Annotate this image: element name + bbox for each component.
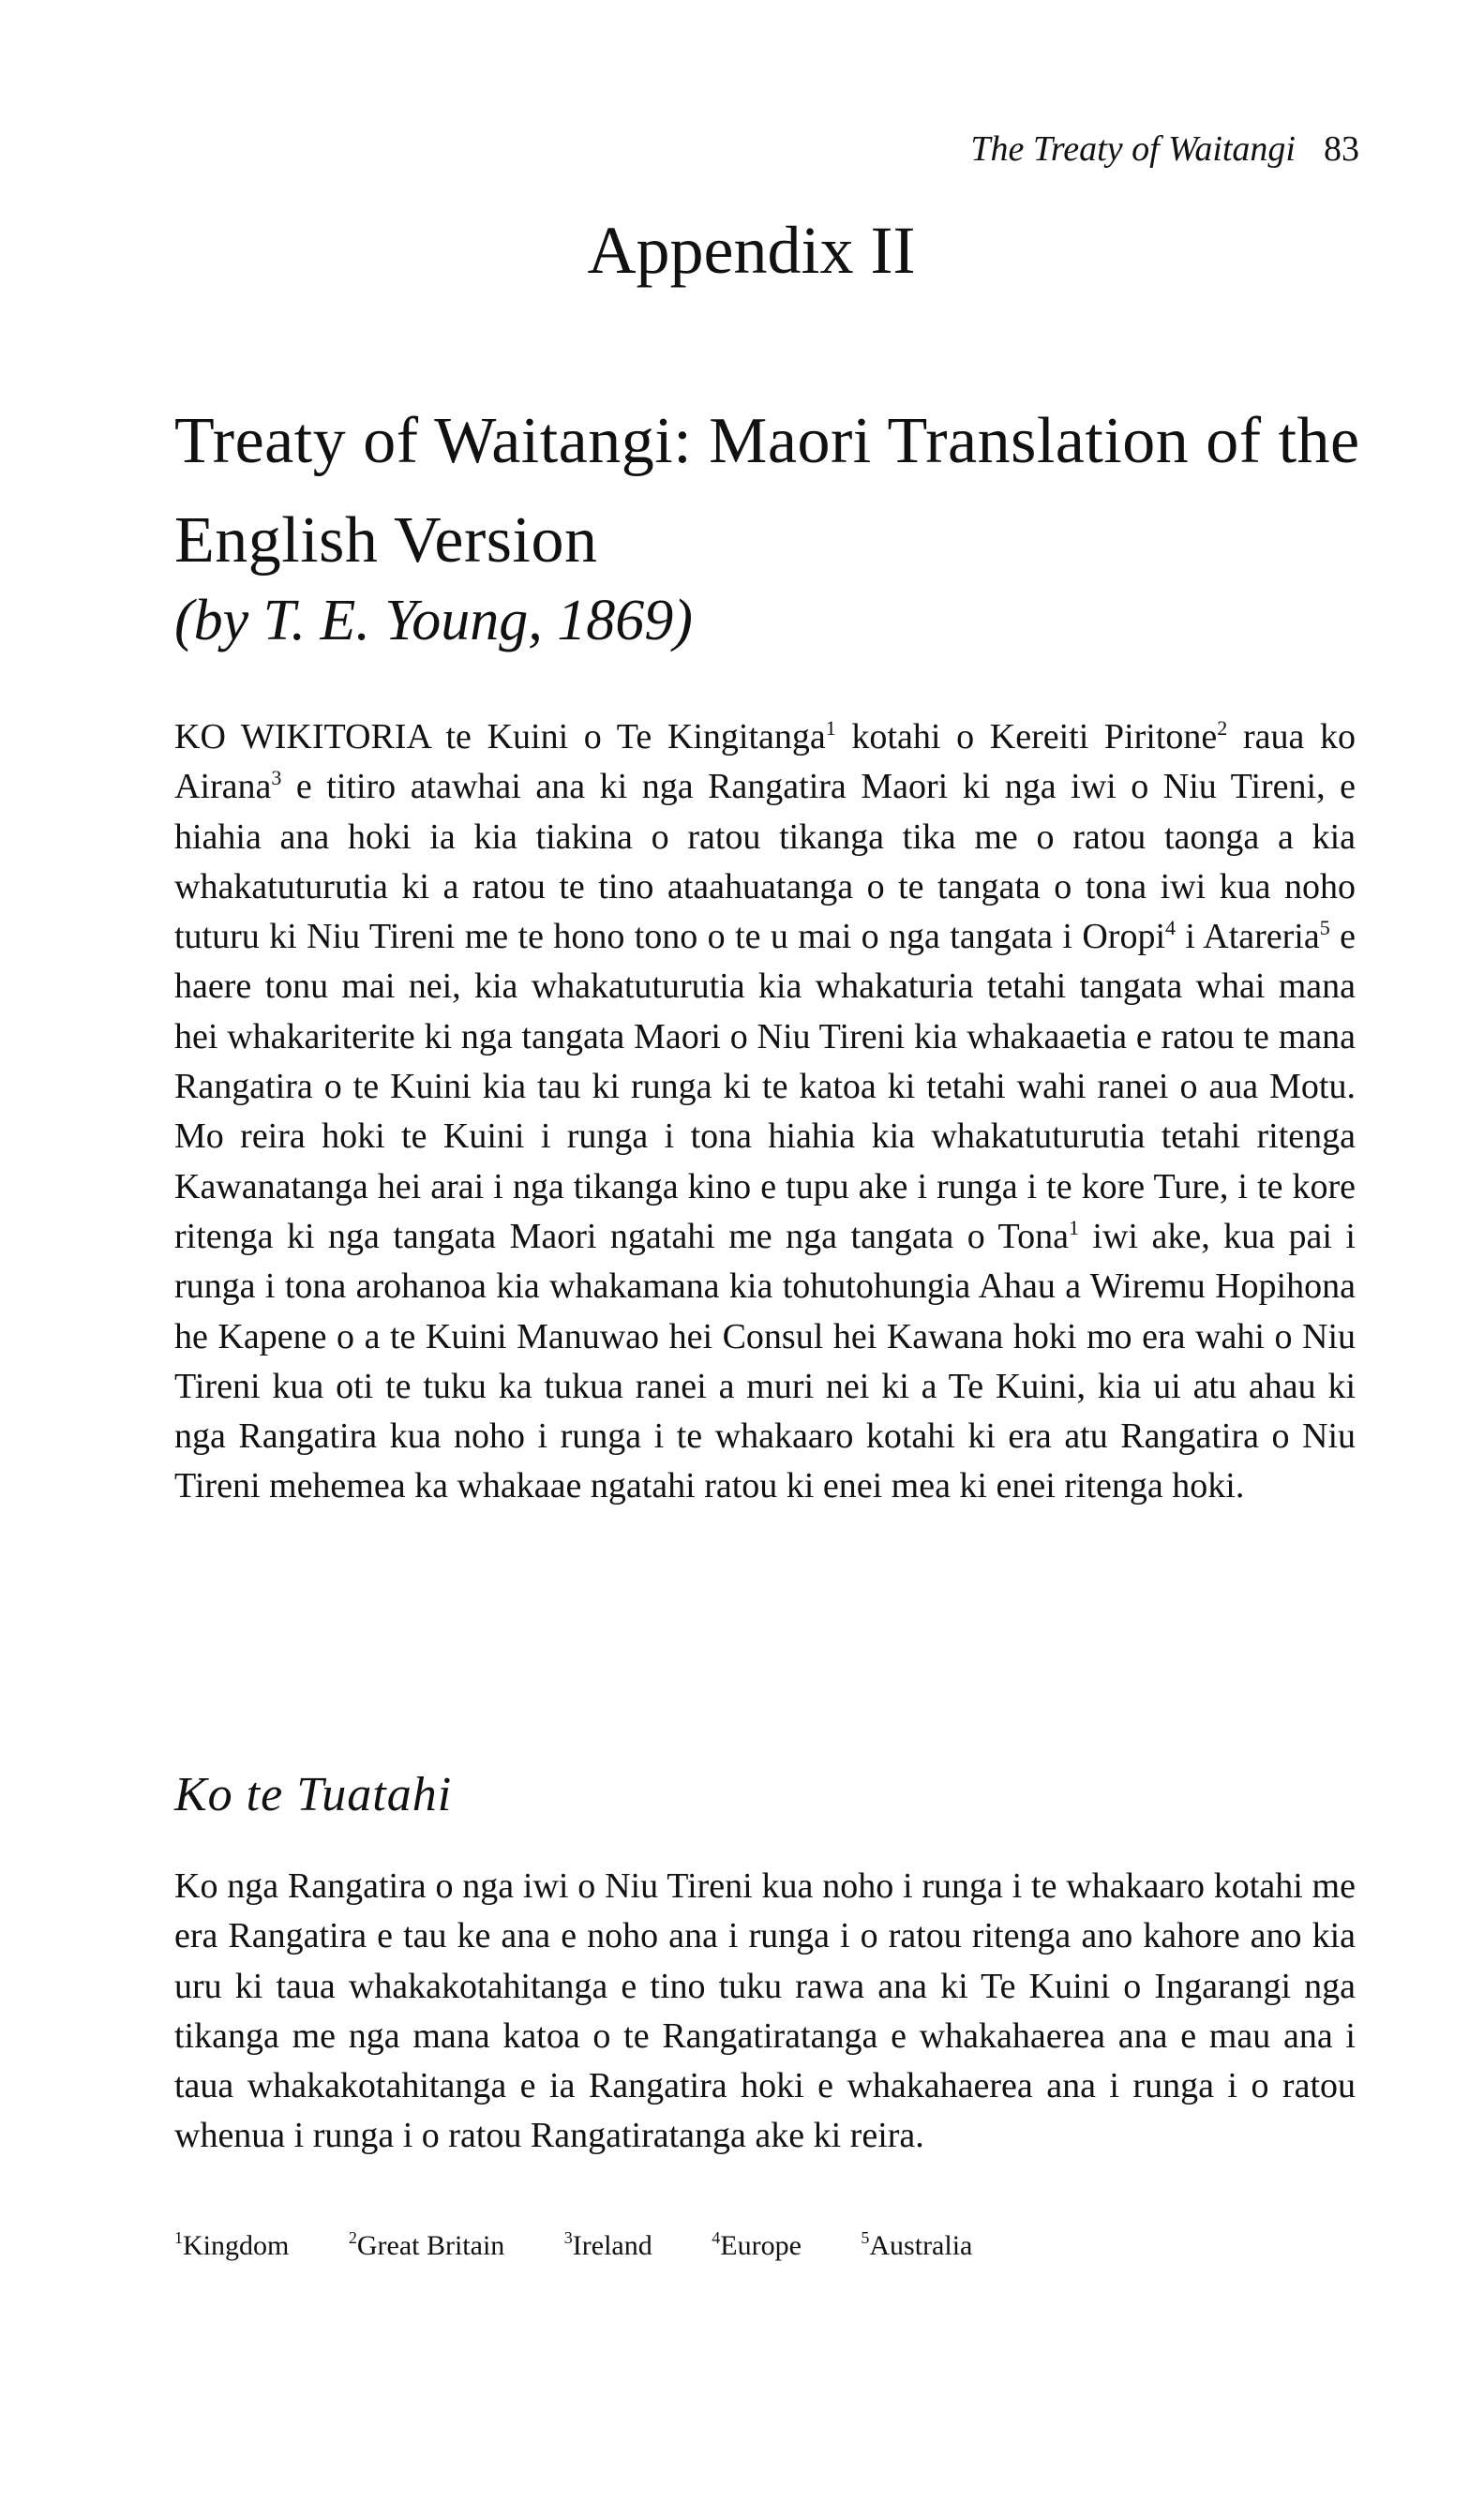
footnote-item	[349, 2227, 504, 2265]
text-run: KO WIKITORIA te Kuini o Te Kingitanga	[174, 717, 826, 757]
text-run: e titiro atawhai ana ki nga Rangatira Maori ki nga iwi o Niu Tireni, e hiahia ana hoki ia kia tiakina o ratou tikanga tika me o ratou taonga a kia whakatuturutia ki a ratou te tino ataahuatanga o te tangata o tona iwi kua noho tuturu ki Niu Tireni me te hono tono o te u mai o nga tangata i Oropi	[174, 767, 1356, 957]
footnote-number: 2	[348, 2228, 357, 2247]
footnote-item	[712, 2227, 802, 2265]
footnote-text: Great Britain	[356, 2230, 505, 2261]
footnote-item	[174, 2227, 289, 2265]
page-number: 83	[1324, 129, 1359, 169]
text-run: raua ko Airana	[174, 717, 1357, 807]
footnote-ref: 1	[1068, 1215, 1079, 1239]
footnote-ref: 3	[271, 766, 282, 790]
footnote-number: 4	[712, 2228, 721, 2247]
text-run: kotahi o Kereiti Piritone	[835, 717, 1218, 757]
footnote-number: 3	[563, 2228, 573, 2247]
footnote-ref: 2	[1217, 716, 1228, 740]
footnote-text: Europe	[720, 2230, 802, 2261]
footnote-item	[861, 2227, 972, 2265]
preamble-paragraph	[174, 712, 1356, 1512]
section-heading: Ko te Tuatahi	[174, 1768, 453, 1821]
footnote-text: Kingdom	[183, 2230, 290, 2261]
byline: (by T. E. Young, 1869)	[174, 589, 693, 652]
footnote-item	[564, 2227, 652, 2265]
footnote-ref: 1	[825, 716, 836, 740]
text-run: e haere tonu mai nei, kia whakatuturutia kia whakaturia tetahi tangata whai mana hei whakariterite ki nga tangata Maori o Niu Tireni kia whakaaetia e ratou te mana Rangatira o te Kuini kia tau ki runga ki te katoa ki tetahi wahi ranei o aua Motu. Mo reira hoki te Kuini i runga i tona hiahia kia whakatuturutia tetahi ritenga Kawanatanga hei arai i nga tikanga kino e tupu ake i runga i te kore Ture, i te kore ritenga ki nga tangata Maori ngatahi me nga tangata o Tona	[174, 917, 1356, 1256]
footnote-ref: 4	[1165, 916, 1177, 940]
running-header	[970, 127, 1359, 171]
text-run: i Atareria	[1176, 917, 1320, 957]
footnote-text: Australia	[869, 2230, 973, 2261]
footnotes	[174, 2227, 1025, 2265]
text-run: iwi ake, kua pai i runga i tona arohanoa kia whakamana kia tohutohungia Ahau a Wiremu Hopihona he Kapene o a te Kuini Manuwao hei Consul hei Kawana hoki mo era wahi o Niu Tireni kua oti te tuku ka tukua ranei a muri nei ki a Te Kuini, kia ui atu ahau ki nga Rangatira kua noho i runga i te whakaaro kotahi ki era atu Rangatira o Niu Tireni mehemea ka whakaae ngatahi ratou ki enei mea ki enei ritenga hoki.	[174, 1216, 1356, 1506]
document-title: Treaty of Waitangi: Maori Translation of the English Version	[174, 405, 1360, 577]
footnote-number: 5	[861, 2228, 870, 2247]
appendix-label: Appendix II	[587, 213, 916, 288]
footnote-number: 1	[174, 2228, 183, 2247]
article-one-paragraph: Ko nga Rangatira o nga iwi o Niu Tireni kua noho i runga i te whakaaro kotahi me era Rangatira e tau ke ana e noho ana i runga i o ratou ritenga ano kahore ano kia uru ki taua whakakotahitanga e tino tuku rawa ana ki Te Kuini o Ingarangi nga tikanga me nga mana katoa o te Rangatiratanga e whakahaerea ana e mau ana i taua whakakotahitanga e ia Rangatira hoki e whakahaerea ana i runga i o ratou whenua i runga i o ratou Rangatiratanga ake ki reira.	[174, 1866, 1356, 2156]
footnote-ref: 5	[1319, 916, 1330, 940]
running-title: The Treaty of Waitangi	[970, 129, 1296, 169]
footnote-text: Ireland	[572, 2230, 652, 2261]
